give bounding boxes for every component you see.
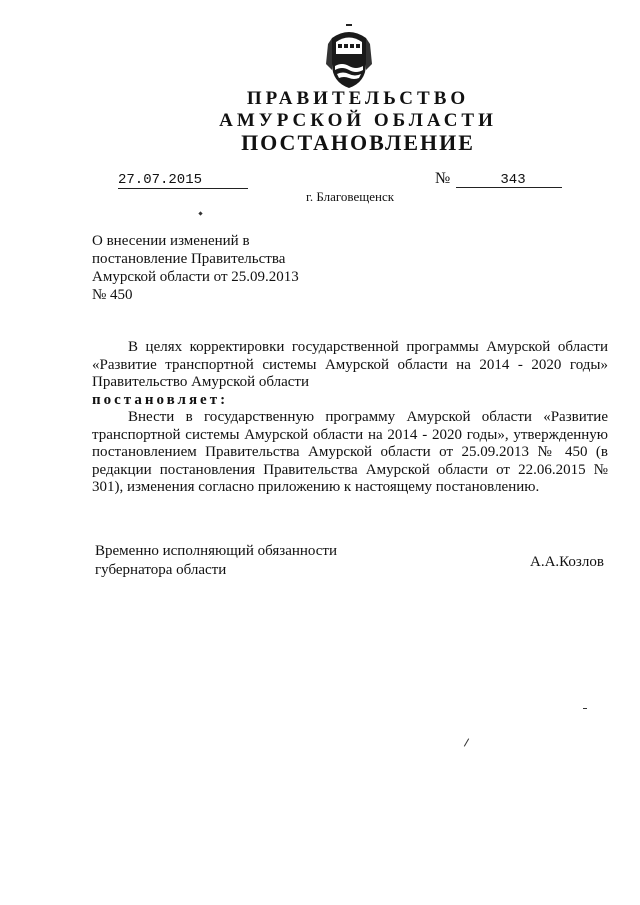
signatory-name: А.А.Козлов — [530, 554, 604, 570]
scan-mark — [464, 738, 469, 746]
document-subject — [92, 232, 352, 304]
intro-paragraph: В целях корректировки государственной программы Амурской области «Развитие транспортной системы Амурской области на 2014 - 2020 годы» Правительство Амурской области — [92, 339, 608, 390]
scan-mark — [198, 211, 202, 215]
region-title: АМУРСКОЙ ОБЛАСТИ — [219, 110, 497, 131]
decision-paragraph: Внести в государственную программу Амурской области «Развитие транспортной системы Амурской области на 2014 - 2020 годы», утвержденную постановлением Правительства Амурской области от 25.09.2013 № 450 (в редакции постановления Правительства Амурской области от 22.06.2015 № 301), изменения согласно приложению к настоящему постановлению. — [92, 409, 608, 495]
subject-line: Амурской области от 25.09.2013 — [92, 269, 299, 285]
subject-line: постановление Правительства — [92, 251, 286, 267]
document-body — [92, 339, 608, 497]
issue-city: г. Благовещенск — [306, 189, 395, 204]
decree-word: постановляет: — [92, 391, 229, 408]
number-label: № — [435, 170, 451, 187]
scan-mark — [583, 708, 587, 709]
position-line: Временно исполняющий обязанности — [95, 543, 338, 559]
document-number: 343 — [456, 172, 562, 188]
coat-of-arms-icon — [322, 24, 376, 90]
subject-line: О внесении изменений в — [92, 233, 250, 249]
government-title: ПРАВИТЕЛЬСТВО — [246, 88, 470, 109]
signatory-position — [95, 542, 337, 580]
subject-line: № 450 — [92, 287, 133, 303]
document-type-title: ПОСТАНОВЛЕНИЕ — [241, 130, 475, 155]
document-date: 27.07.2015 — [118, 172, 248, 189]
position-line: губернатора области — [95, 562, 227, 578]
